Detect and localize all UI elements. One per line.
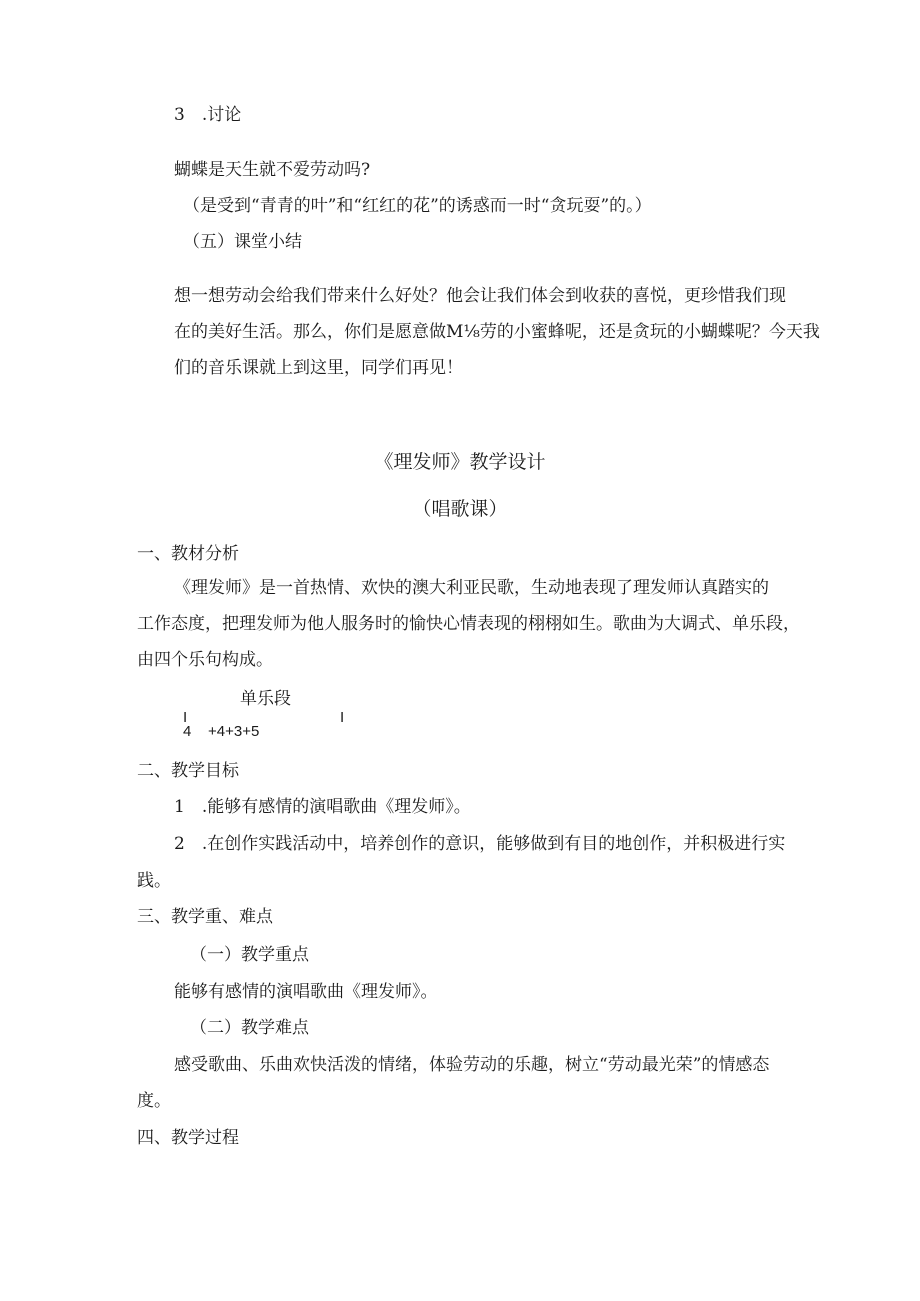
summary-heading: （五）课堂小结 — [183, 232, 302, 252]
difficulty-line-1: 感受歌曲、乐曲欢快活泼的情绪，体验劳动的乐趣，树立“劳动最光荣”的情感态 — [174, 1055, 770, 1075]
section-heading-key-points: 三、教学重、难点 — [137, 907, 273, 927]
materials-line-2: 工作态度，把理发师为他人服务时的愉快心情表现的栩栩如生。歌曲为大调式、单乐段， — [137, 614, 800, 634]
section-heading-materials: 一、教材分析 — [137, 544, 239, 564]
discussion-heading: 3 .讨论 — [174, 105, 242, 125]
discussion-answer: （是受到“青青的叶”和“红红的花”的诱惑而一时“贪玩耍”的。） — [183, 196, 652, 216]
objective-item-2-line-1: 2 .在创作实践活动中，培养创作的意识，能够做到有目的地创作，并积极进行实 — [174, 834, 786, 854]
section-heading-process: 四、教学过程 — [137, 1128, 239, 1148]
document-title: 《理发师》教学设计 — [374, 451, 546, 473]
key-point-text: 能够有感情的演唱歌曲《理发师》。 — [174, 982, 438, 1002]
discussion-question: 蝴蝶是天生就不爱劳动吗? — [174, 160, 371, 180]
difficulty-heading: （二）教学难点 — [190, 1018, 309, 1038]
summary-line-3: 们的音乐课就上到这里，同学们再见！ — [174, 358, 463, 378]
diagram-formula-rest: +4+3+5 — [208, 723, 260, 740]
materials-line-3: 由四个乐句构成。 — [137, 650, 273, 670]
diagram-label: 单乐段 — [240, 689, 291, 709]
summary-line-2: 在的美好生活。那么，你们是愿意做M⅛劳的小蜜蜂呢，还是贪玩的小蝴蝶呢？今天我 — [174, 322, 820, 342]
diagram-bar-left: I — [183, 709, 188, 726]
objective-item-2-line-2: 践。 — [137, 871, 171, 891]
document-subtitle: （唱歌课） — [412, 498, 508, 520]
section-heading-objectives: 二、教学目标 — [137, 761, 239, 781]
diagram-bar-right: I — [340, 709, 345, 726]
summary-line-1: 想一想劳动会给我们带来什么好处？他会让我们体会到收获的喜悦，更珍惜我们现 — [174, 286, 786, 306]
materials-line-1: 《理发师》是一首热情、欢快的澳大利亚民歌，生动地表现了理发师认真踏实的 — [174, 578, 769, 598]
difficulty-line-2: 度。 — [137, 1091, 171, 1111]
objective-item-1: 1 .能够有感情的演唱歌曲《理发师》。 — [174, 797, 471, 817]
key-point-heading: （一）教学重点 — [190, 945, 309, 965]
diagram-formula-start: 4 — [183, 723, 192, 740]
